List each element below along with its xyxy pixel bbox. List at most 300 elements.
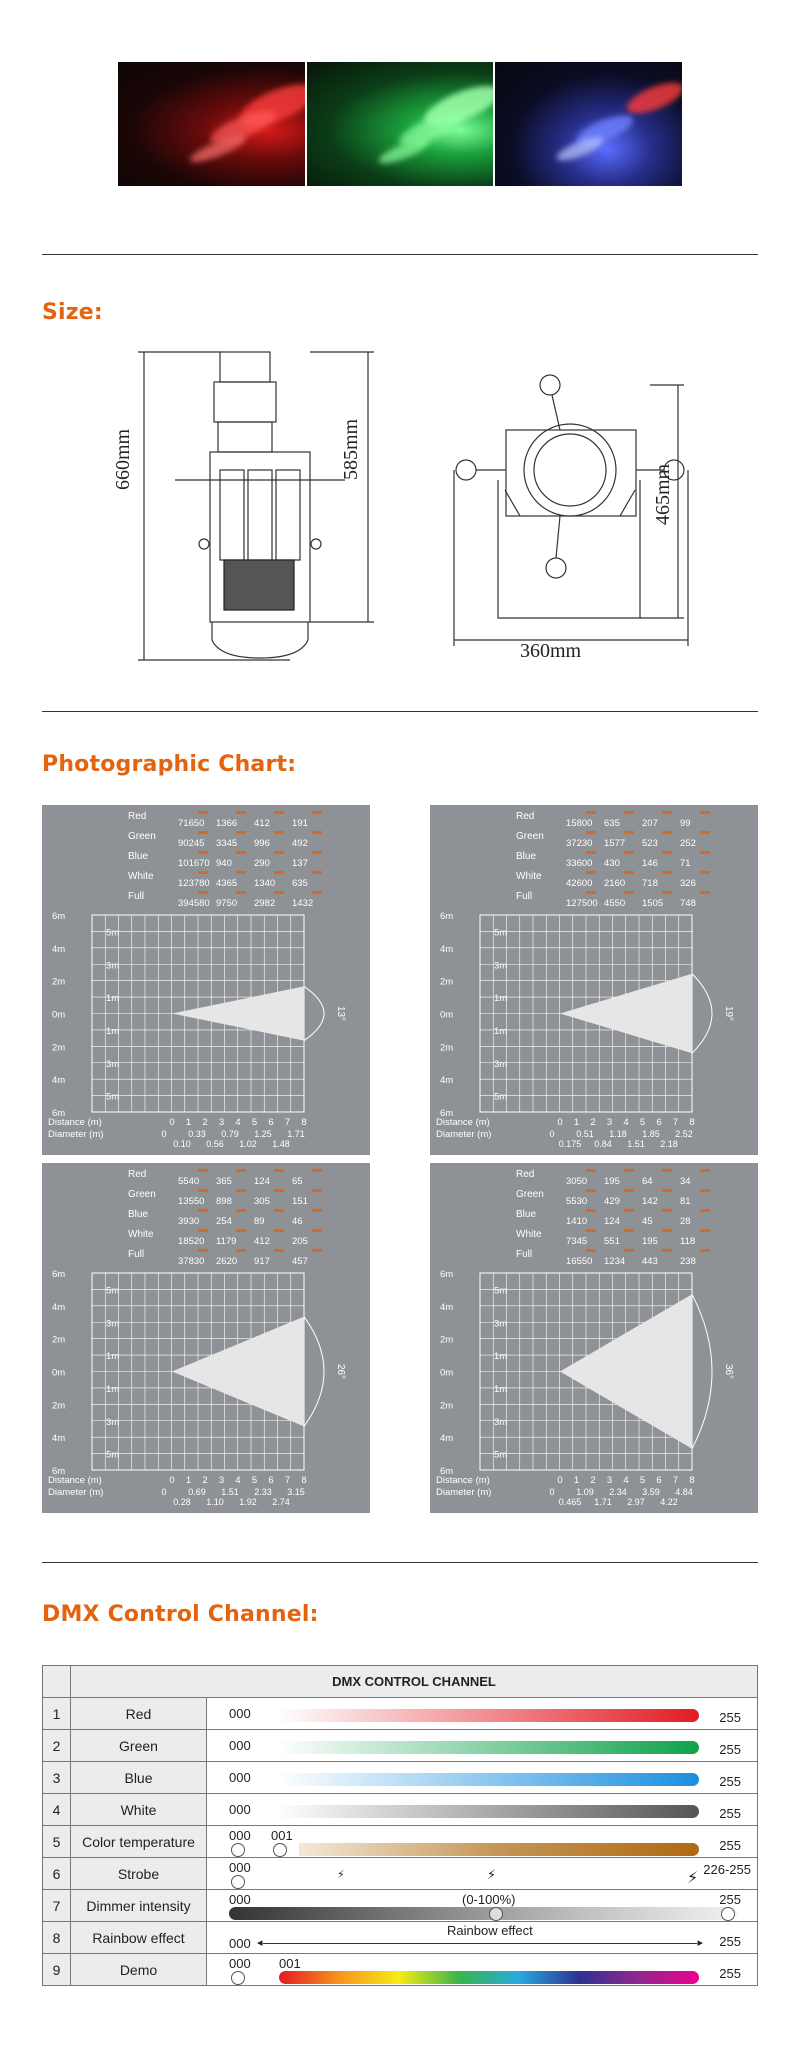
lux-value: 146	[642, 858, 658, 869]
dmx-ramp	[279, 1971, 699, 1984]
diameter-bottom-value: 2.18	[660, 1139, 678, 1149]
lux-value: 195	[604, 1176, 620, 1187]
lux-accent-mark	[312, 1169, 322, 1172]
lux-value: 635	[292, 878, 308, 889]
lux-accent-mark	[586, 1189, 596, 1192]
lux-value: 101670	[178, 858, 210, 869]
lux-accent-mark	[662, 871, 672, 874]
side-width-label: 360mm	[520, 640, 582, 662]
distance-tick: 2	[590, 1475, 596, 1486]
lux-value: 718	[642, 878, 658, 889]
lux-row-label: Blue	[516, 1209, 537, 1220]
front-inner-height-label: 585mm	[340, 418, 362, 480]
beam-arc	[304, 986, 324, 1040]
lux-value: 45	[642, 1216, 653, 1227]
lux-accent-mark	[624, 1249, 634, 1252]
lux-value: 635	[604, 818, 620, 829]
diameter-top-value: 1.71	[287, 1129, 305, 1139]
lux-accent-mark	[274, 871, 284, 874]
lux-accent-mark	[624, 871, 634, 874]
lux-accent-mark	[198, 891, 208, 894]
lux-accent-mark	[624, 1229, 634, 1232]
lux-accent-mark	[274, 1189, 284, 1192]
lux-accent-mark	[312, 1189, 322, 1192]
inner-axis-label: 1m	[494, 1025, 508, 1037]
lux-row-label: Full	[516, 1249, 533, 1260]
beam-chart-36	[430, 1163, 758, 1513]
side-axis-label: 4m	[440, 1075, 454, 1087]
lux-value: 81	[680, 1196, 691, 1207]
lux-value: 1410	[566, 1216, 588, 1227]
inner-axis-label: 5m	[106, 1449, 120, 1461]
red-beam-photo	[118, 62, 305, 186]
inner-axis-label: 1m	[106, 1383, 120, 1395]
dmx-end-circle	[721, 1907, 735, 1921]
side-axis-label: 4m	[52, 1433, 66, 1445]
dmx-to-value: 226-255	[703, 1862, 751, 1877]
lux-accent-mark	[312, 891, 322, 894]
lux-accent-mark	[586, 811, 596, 814]
inner-axis-label: 1m	[106, 1351, 120, 1363]
inner-axis-label: 5m	[106, 1285, 120, 1297]
inner-axis-label: 1m	[106, 1025, 120, 1037]
beam-angle-label: 26°	[335, 1363, 346, 1380]
lux-accent-mark	[624, 1189, 634, 1192]
lux-value: 64	[642, 1176, 653, 1187]
lux-value: 1340	[254, 878, 276, 889]
lux-value: 46	[292, 1216, 303, 1227]
lux-row-label: Full	[128, 1249, 145, 1260]
diameter-top-value: 2.33	[254, 1487, 272, 1497]
lux-accent-mark	[236, 871, 246, 874]
beam-chart-13	[42, 805, 370, 1155]
dmx-off-circle	[231, 1971, 245, 1985]
lux-value: 37230	[566, 838, 593, 849]
lux-accent-mark	[274, 1169, 284, 1172]
lux-row-label: Full	[516, 891, 533, 902]
diameter-bottom-value: 1.71	[594, 1497, 612, 1507]
diameter-bottom-value: 0.175	[558, 1139, 582, 1149]
lux-value: 124	[254, 1176, 270, 1187]
dmx-channel-value	[207, 1794, 758, 1826]
inner-axis-label: 1m	[106, 993, 120, 1005]
dmx-ramp	[229, 1907, 737, 1920]
side-axis-label: 2m	[52, 1042, 66, 1054]
dmx-channel-value	[207, 1762, 758, 1794]
lux-accent-mark	[662, 1169, 672, 1172]
dmx-channel-name: Demo	[71, 1954, 207, 1986]
diameter-top-value: 2.34	[609, 1487, 627, 1497]
lux-value: 238	[680, 1256, 696, 1267]
lux-accent-mark	[312, 1229, 322, 1232]
side-axis-label: 6m	[52, 1269, 66, 1280]
lux-accent-mark	[312, 851, 322, 854]
lux-accent-mark	[624, 1209, 634, 1212]
dmx-channel-value	[207, 1698, 758, 1730]
diameter-top-value: 0.33	[188, 1129, 206, 1139]
distance-tick: 4	[623, 1117, 629, 1128]
lux-value: 748	[680, 898, 696, 909]
lux-value: 412	[254, 1236, 270, 1247]
lux-value: 1505	[642, 898, 664, 909]
inner-axis-label: 5m	[494, 1091, 508, 1103]
distance-tick: 3	[218, 1117, 225, 1128]
strobe-icon: ⚡	[687, 1868, 699, 1887]
lux-accent-mark	[624, 891, 634, 894]
dmx-channel-name: Color temperature	[71, 1826, 207, 1858]
dmx-to-value: 255	[719, 1742, 741, 1757]
beam-chart-svg	[430, 1163, 758, 1513]
dmx-off-circle	[231, 1843, 245, 1857]
lux-accent-mark	[624, 851, 634, 854]
lux-value: 305	[254, 1196, 270, 1207]
beam-angle-label: 36°	[723, 1363, 734, 1380]
lux-accent-mark	[198, 851, 208, 854]
lux-accent-mark	[312, 1209, 322, 1212]
lux-accent-mark	[198, 1249, 208, 1252]
dmx-header-blank	[43, 1666, 71, 1698]
dmx-channel-value	[207, 1890, 758, 1922]
side-axis-label: 2m	[52, 1334, 66, 1346]
dmx-off-circle	[231, 1875, 245, 1889]
lux-value: 551	[604, 1236, 620, 1247]
strobe-icon: ⚡	[337, 1868, 345, 1881]
lux-value: 34	[680, 1176, 691, 1187]
divider	[42, 1562, 758, 1563]
inner-axis-label: 1m	[494, 993, 508, 1005]
lux-accent-mark	[586, 871, 596, 874]
lux-value: 71650	[178, 818, 205, 829]
lux-accent-mark	[274, 891, 284, 894]
distance-label: Distance (m)	[436, 1475, 490, 1486]
lux-value: 365	[216, 1176, 232, 1187]
distance-tick: 6	[656, 1475, 662, 1486]
lux-row-label: White	[128, 871, 154, 882]
dmx-mid-value: 001	[279, 1956, 301, 1971]
beam-chart-19	[430, 805, 758, 1155]
distance-tick: 4	[235, 1117, 241, 1128]
lux-accent-mark	[236, 891, 246, 894]
arrow-right-icon: ▸	[697, 1937, 703, 1949]
lux-value: 1577	[604, 838, 626, 849]
distance-tick: 4	[235, 1475, 241, 1486]
lux-accent-mark	[274, 1249, 284, 1252]
dmx-from-value: 000	[229, 1770, 251, 1785]
distance-tick: 3	[218, 1475, 225, 1486]
distance-tick: 6	[268, 1117, 274, 1128]
lux-value: 2982	[254, 898, 276, 909]
distance-tick: 7	[672, 1475, 679, 1486]
distance-tick: 5	[251, 1475, 258, 1486]
lux-value: 2620	[216, 1256, 238, 1267]
side-axis-label: 2m	[440, 1334, 454, 1346]
lux-value: 1366	[216, 818, 238, 829]
distance-tick: 3	[606, 1117, 613, 1128]
dmx-channel-value	[207, 1922, 758, 1954]
lux-accent-mark	[586, 1249, 596, 1252]
photo-chart-title: Photographic Chart:	[42, 752, 297, 777]
dmx-channel-number: 7	[43, 1890, 71, 1922]
distance-tick: 0	[557, 1117, 563, 1128]
diameter-label: Diameter (m)	[48, 1487, 104, 1498]
dmx-mid-value: 001	[271, 1828, 293, 1843]
inner-axis-label: 3m	[106, 960, 120, 972]
lux-accent-mark	[662, 831, 672, 834]
side-axis-label: 6m	[440, 911, 454, 922]
divider	[42, 254, 758, 255]
diameter-top-value: 0	[549, 1129, 555, 1139]
dmx-from-value: 000	[229, 1706, 251, 1721]
dmx-ramp	[299, 1843, 699, 1856]
lux-accent-mark	[662, 851, 672, 854]
lux-accent-mark	[624, 831, 634, 834]
lux-accent-mark	[586, 851, 596, 854]
lux-value: 195	[642, 1236, 658, 1247]
lux-value: 3050	[566, 1176, 588, 1187]
dmx-channel-number: 5	[43, 1826, 71, 1858]
dmx-from-value: 000	[229, 1860, 251, 1875]
dmx-from-value: 000	[229, 1892, 251, 1907]
lux-accent-mark	[236, 811, 246, 814]
beam-arc	[692, 1294, 712, 1448]
dmx-channel-number: 1	[43, 1698, 71, 1730]
distance-tick: 0	[169, 1475, 175, 1486]
lux-value: 33600	[566, 858, 593, 869]
side-axis-label: 6m	[52, 1466, 66, 1477]
lux-value: 18520	[178, 1236, 205, 1247]
dmx-from-value: 000	[229, 1956, 251, 1971]
diameter-top-value: 2.52	[675, 1129, 693, 1139]
dmx-channel-name: Dimmer intensity	[71, 1890, 207, 1922]
side-axis-label: 4m	[440, 1301, 454, 1313]
beam-arc	[692, 974, 712, 1054]
lux-value: 89	[254, 1216, 265, 1227]
lux-accent-mark	[236, 1209, 246, 1212]
lux-accent-mark	[312, 811, 322, 814]
lux-value: 254	[216, 1216, 232, 1227]
lux-value: 5530	[566, 1196, 588, 1207]
lux-accent-mark	[586, 891, 596, 894]
diameter-top-value: 1.25	[254, 1129, 272, 1139]
lux-value: 37830	[178, 1256, 205, 1267]
distance-label: Distance (m)	[48, 1117, 102, 1128]
dmx-ramp	[277, 1741, 699, 1754]
beam-chart-svg	[42, 1163, 370, 1513]
distance-tick: 6	[268, 1475, 274, 1486]
lux-value: 492	[292, 838, 308, 849]
dmx-channel-value	[207, 1826, 758, 1858]
diameter-label: Diameter (m)	[48, 1129, 104, 1140]
lux-value: 4550	[604, 898, 626, 909]
dmx-channel-name: Strobe	[71, 1858, 207, 1890]
dmx-to-value: 255	[719, 1710, 741, 1725]
side-axis-label: 6m	[52, 911, 66, 922]
dmx-from-value: 000	[229, 1828, 251, 1843]
inner-axis-label: 5m	[106, 927, 120, 939]
dmx-channel-name: Blue	[71, 1762, 207, 1794]
dmx-channel-number: 6	[43, 1858, 71, 1890]
distance-tick: 0	[557, 1475, 563, 1486]
lux-value: 124	[604, 1216, 620, 1227]
dmx-channel-number: 9	[43, 1954, 71, 1986]
lux-accent-mark	[586, 1229, 596, 1232]
lux-value: 151	[292, 1196, 308, 1207]
diameter-top-value: 0.79	[221, 1129, 239, 1139]
diameter-bottom-value: 1.02	[239, 1139, 257, 1149]
lux-value: 16550	[566, 1256, 593, 1267]
dmx-row	[43, 1858, 758, 1890]
dmx-channel-number: 8	[43, 1922, 71, 1954]
lux-value: 191	[292, 818, 308, 829]
dmx-row	[43, 1730, 758, 1762]
lux-row-label: Blue	[128, 1209, 149, 1220]
distance-tick: 7	[284, 1117, 291, 1128]
lux-accent-mark	[624, 1169, 634, 1172]
beam-chart-svg	[42, 805, 370, 1155]
lux-accent-mark	[236, 1229, 246, 1232]
lux-value: 142	[642, 1196, 658, 1207]
side-axis-label: 6m	[440, 1108, 454, 1119]
diameter-top-value: 3.59	[642, 1487, 660, 1497]
dmx-ramp	[277, 1805, 699, 1818]
dmx-channel-number: 2	[43, 1730, 71, 1762]
diameter-top-value: 1.18	[609, 1129, 627, 1139]
dmx-table	[42, 1665, 758, 1986]
dmx-row	[43, 1954, 758, 1986]
dmx-channel-name: Red	[71, 1698, 207, 1730]
diameter-top-value: 0	[161, 1129, 167, 1139]
lux-value: 123780	[178, 878, 210, 889]
dmx-channel-value	[207, 1858, 758, 1890]
side-axis-label: 4m	[52, 1301, 66, 1313]
lux-accent-mark	[236, 831, 246, 834]
lux-accent-mark	[700, 831, 710, 834]
side-axis-label: 0m	[440, 1009, 454, 1021]
side-axis-label: 2m	[440, 1042, 454, 1054]
diameter-top-value: 0.51	[576, 1129, 594, 1139]
inner-axis-label: 5m	[106, 1091, 120, 1103]
inner-axis-label: 3m	[106, 1318, 120, 1330]
beam-arc	[304, 1317, 324, 1427]
distance-tick: 1	[573, 1475, 580, 1486]
dimension-drawings	[120, 340, 740, 680]
lux-accent-mark	[236, 851, 246, 854]
lux-accent-mark	[198, 1229, 208, 1232]
dmx-channel-name: Green	[71, 1730, 207, 1762]
dmx-row	[43, 1826, 758, 1858]
lux-row-label: White	[516, 1229, 542, 1240]
inner-axis-label: 1m	[494, 1383, 508, 1395]
diameter-top-value: 1.51	[221, 1487, 239, 1497]
inner-axis-label: 5m	[494, 1285, 508, 1297]
diameter-top-value: 1.85	[642, 1129, 660, 1139]
distance-tick: 8	[301, 1475, 307, 1486]
lux-accent-mark	[198, 811, 208, 814]
dmx-channel-name: White	[71, 1794, 207, 1826]
distance-tick: 5	[639, 1117, 646, 1128]
distance-tick: 5	[251, 1117, 258, 1128]
dmx-to-value: 255	[719, 1838, 741, 1853]
diameter-top-value: 3.15	[287, 1487, 305, 1497]
dmx-channel-value	[207, 1954, 758, 1986]
lux-value: 1432	[292, 898, 314, 909]
inner-axis-label: 3m	[494, 960, 508, 972]
lux-row-label: Green	[128, 1189, 156, 1200]
side-axis-label: 2m	[440, 976, 454, 988]
inner-axis-label: 5m	[494, 1449, 508, 1461]
side-axis-label: 4m	[52, 1075, 66, 1087]
dmx-ramp	[277, 1773, 699, 1786]
diameter-bottom-value: 1.92	[239, 1497, 257, 1507]
distance-label: Distance (m)	[48, 1475, 102, 1486]
side-axis-label: 0m	[52, 1367, 66, 1379]
diameter-bottom-value: 1.48	[272, 1139, 290, 1149]
side-height-label: 465mm	[652, 463, 674, 525]
dmx-mid-value: Rainbow effect	[447, 1923, 533, 1938]
lux-accent-mark	[662, 1209, 672, 1212]
strobe-icon: ⚡	[487, 1868, 497, 1883]
lux-value: 996	[254, 838, 270, 849]
lux-value: 15800	[566, 818, 593, 829]
lux-value: 1234	[604, 1256, 626, 1267]
lux-accent-mark	[700, 1169, 710, 1172]
diameter-bottom-value: 0.84	[594, 1139, 612, 1149]
lux-value: 9750	[216, 898, 238, 909]
lux-accent-mark	[312, 871, 322, 874]
dmx-row	[43, 1762, 758, 1794]
lux-value: 118	[680, 1236, 696, 1247]
distance-tick: 1	[185, 1117, 192, 1128]
lux-value: 429	[604, 1196, 620, 1207]
dmx-mid-circle	[489, 1907, 503, 1921]
lux-value: 127500	[566, 898, 598, 909]
dmx-to-value: 255	[719, 1934, 741, 1949]
distance-tick: 7	[672, 1117, 679, 1128]
lux-accent-mark	[662, 1189, 672, 1192]
beam-angle-label: 19°	[723, 1005, 734, 1022]
lux-accent-mark	[700, 811, 710, 814]
dmx-row	[43, 1890, 758, 1922]
side-axis-label: 0m	[440, 1367, 454, 1379]
lux-value: 2160	[604, 878, 626, 889]
lux-row-label: Green	[128, 831, 156, 842]
dmx-to-value: 255	[719, 1806, 741, 1821]
side-axis-label: 0m	[52, 1009, 66, 1021]
dmx-on-circle	[273, 1843, 287, 1857]
lux-value: 412	[254, 818, 270, 829]
lux-value: 99	[680, 818, 691, 829]
lux-value: 252	[680, 838, 696, 849]
green-beam-photo	[307, 62, 494, 186]
product-photos	[118, 62, 682, 186]
dmx-row	[43, 1922, 758, 1954]
size-title: Size:	[42, 300, 103, 325]
lux-row-label: Red	[128, 1169, 147, 1180]
side-axis-label: 4m	[440, 1433, 454, 1445]
diameter-top-value: 1.09	[576, 1487, 594, 1497]
distance-tick: 7	[284, 1475, 291, 1486]
beam-angle-label: 13°	[335, 1005, 346, 1022]
lux-row-label: Blue	[128, 851, 149, 862]
lux-accent-mark	[236, 1189, 246, 1192]
lux-accent-mark	[700, 1249, 710, 1252]
lux-accent-mark	[586, 1209, 596, 1212]
diameter-top-value: 0	[161, 1487, 167, 1497]
lux-value: 940	[216, 858, 232, 869]
lux-accent-mark	[700, 1229, 710, 1232]
dmx-to-value: 255	[719, 1966, 741, 1981]
lux-accent-mark	[662, 1229, 672, 1232]
